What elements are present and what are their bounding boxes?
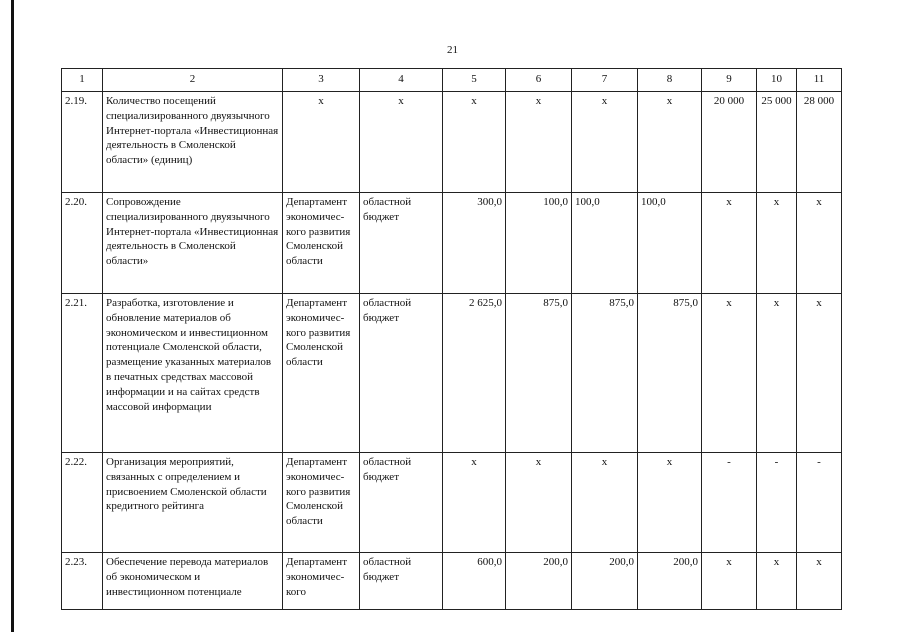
col11-cell: х (797, 294, 842, 453)
year1-cell: х (506, 92, 572, 193)
year1-cell: 875,0 (506, 294, 572, 453)
executor-cell: Департамент экономичес-кого (283, 553, 360, 610)
year2-cell: х (572, 453, 638, 553)
header-cell: 1 (62, 69, 103, 92)
year3-cell: х (638, 92, 702, 193)
measure-name: Разработка, изготовление и обновление материалов об экономическом и инвестиционном потенциале Смоленской области, размещение указанных материалов в печатных средствах массовой информации и на сайтах средств массовой информации (103, 294, 283, 453)
col10-cell: 25 000 (757, 92, 797, 193)
total-cell: 2 625,0 (443, 294, 506, 453)
total-cell: 600,0 (443, 553, 506, 610)
funding-source-cell: областной бюджет (360, 294, 443, 453)
header-cell: 5 (443, 69, 506, 92)
measure-name: Обеспечение перевода материалов об экономическом и инвестиционном потенциале (103, 553, 283, 610)
header-cell: 4 (360, 69, 443, 92)
header-cell: 8 (638, 69, 702, 92)
year1-cell: 200,0 (506, 553, 572, 610)
measure-name: Организация мероприятий, связанных с определением и присвоением Смоленской области кредитного рейтинга (103, 453, 283, 553)
table-header-row (62, 69, 842, 92)
executor-cell: х (283, 92, 360, 193)
measure-name: Количество посещений специализированного двуязычного Интернет-портала «Инвестиционная деятельность в Смоленской области» (единиц) (103, 92, 283, 193)
year1-cell: х (506, 453, 572, 553)
executor-cell: Департамент экономичес-кого развития Смоленской области (283, 193, 360, 294)
col11-cell: х (797, 553, 842, 610)
year1-cell: 100,0 (506, 193, 572, 294)
header-cell: 2 (103, 69, 283, 92)
col10-cell: - (757, 453, 797, 553)
header-cell: 3 (283, 69, 360, 92)
header-cell: 10 (757, 69, 797, 92)
row-number: 2.19. (62, 92, 103, 193)
year2-cell: 100,0 (572, 193, 638, 294)
table-row (62, 553, 842, 610)
table-row (62, 92, 842, 193)
total-cell: х (443, 453, 506, 553)
measure-name: Сопровождение специализированного двуязычного Интернет-портала «Инвестиционная деятельность в Смоленской области» (103, 193, 283, 294)
col9-cell: х (702, 294, 757, 453)
table-row (62, 453, 842, 553)
col11-cell: х (797, 193, 842, 294)
funding-source-cell: областной бюджет (360, 193, 443, 294)
year2-cell: 200,0 (572, 553, 638, 610)
funding-source-cell: х (360, 92, 443, 193)
header-cell: 7 (572, 69, 638, 92)
year3-cell: 875,0 (638, 294, 702, 453)
row-number: 2.20. (62, 193, 103, 294)
table-row (62, 294, 842, 453)
total-cell: 300,0 (443, 193, 506, 294)
col9-cell: - (702, 453, 757, 553)
executor-cell: Департамент экономичес-кого развития Смоленской области (283, 453, 360, 553)
year3-cell: 100,0 (638, 193, 702, 294)
total-cell: х (443, 92, 506, 193)
header-cell: 9 (702, 69, 757, 92)
header-cell: 6 (506, 69, 572, 92)
funding-source-cell: областной бюджет (360, 553, 443, 610)
col10-cell: х (757, 294, 797, 453)
program-table (61, 68, 842, 610)
executor-cell: Департамент экономичес-кого развития Смоленской области (283, 294, 360, 453)
table-row (62, 193, 842, 294)
funding-source-cell: областной бюджет (360, 453, 443, 553)
col11-cell: - (797, 453, 842, 553)
row-number: 2.21. (62, 294, 103, 453)
year3-cell: 200,0 (638, 553, 702, 610)
col11-cell: 28 000 (797, 92, 842, 193)
col10-cell: х (757, 553, 797, 610)
header-cell: 11 (797, 69, 842, 92)
col9-cell: 20 000 (702, 92, 757, 193)
page-edge-bar (11, 0, 14, 632)
row-number: 2.22. (62, 453, 103, 553)
year2-cell: х (572, 92, 638, 193)
col9-cell: х (702, 553, 757, 610)
row-number: 2.23. (62, 553, 103, 610)
page-number: 21 (447, 44, 458, 56)
year2-cell: 875,0 (572, 294, 638, 453)
year3-cell: х (638, 453, 702, 553)
col10-cell: х (757, 193, 797, 294)
col9-cell: х (702, 193, 757, 294)
